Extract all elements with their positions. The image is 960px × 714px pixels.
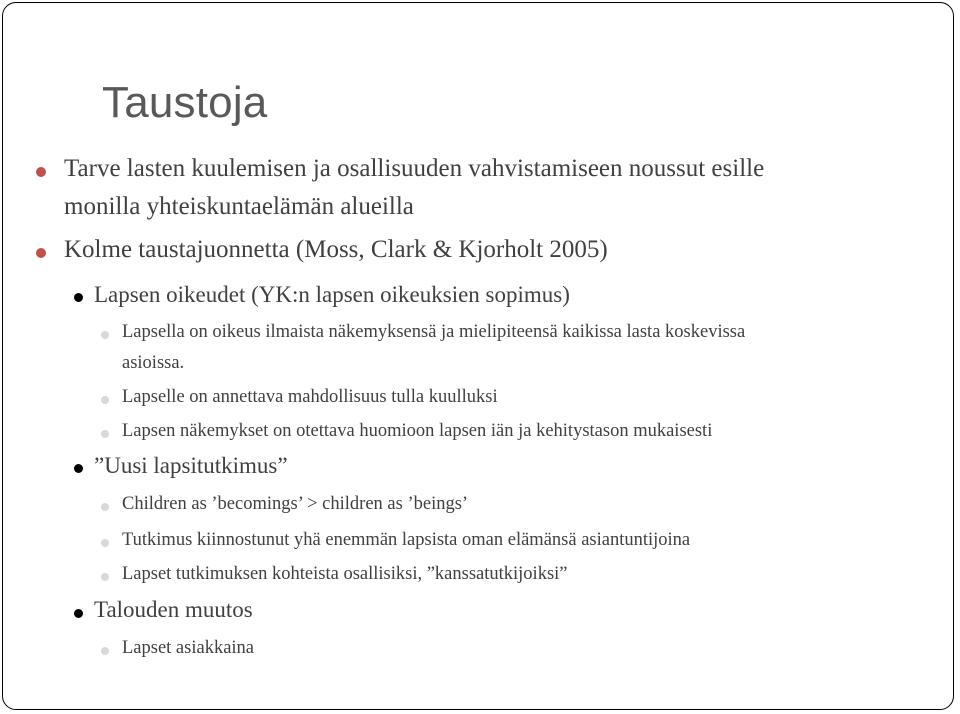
bullet-text: Children as ’becomings’ > children as ’beings’ <box>122 494 469 514</box>
bullet-dot <box>101 396 109 404</box>
bullet-text: Lapsen näkemykset on otettava huomioon lapsen iän ja kehitystason mukaisesti <box>122 421 713 441</box>
bullet-dot <box>74 293 83 302</box>
bullet-dot <box>74 464 83 473</box>
bullet-dot <box>101 503 109 511</box>
bullet-text: Lapset asiakkaina <box>122 638 255 658</box>
bullet-text: Lapselle on annettava mahdollisuus tulla kuulluksi <box>122 387 498 407</box>
bullet-text: Tutkimus kiinnostunut yhä enemmän lapsista oman elämänsä asiantuntijoina <box>122 530 691 550</box>
bullet-dot <box>101 539 109 547</box>
bullet-dot <box>101 647 109 655</box>
bullet-dot <box>36 167 46 177</box>
bullet-text: Tarve lasten kuulemisen ja osallisuuden vahvistamiseen noussut esille <box>64 155 765 182</box>
bullet-dot <box>101 573 109 581</box>
bullet-text-continued: asioissa. <box>122 353 185 373</box>
bullet-dot <box>36 248 46 258</box>
bullet-text-continued: monilla yhteiskuntaelämän alueilla <box>64 193 414 220</box>
bullet-text: Lapsella on oikeus ilmaista näkemyksensä ja mielipiteensä kaikissa lasta koskevissa <box>122 322 746 342</box>
bullet-text: Talouden muutos <box>94 597 253 622</box>
bullet-text: Lapsen oikeudet (YK:n lapsen oikeuksien sopimus) <box>94 282 570 307</box>
slide-title: Taustoja <box>102 78 268 127</box>
bullet-text: Kolme taustajuonnetta (Moss, Clark & Kjorholt 2005) <box>64 236 608 263</box>
bullet-text: ”Uusi lapsitutkimus” <box>94 453 288 478</box>
bullet-text: Lapset tutkimuksen kohteista osallisiksi, ”kanssatutkijoiksi” <box>122 564 568 584</box>
bullet-dot <box>101 430 109 438</box>
bullet-dot <box>101 331 109 339</box>
bullet-dot <box>74 609 83 618</box>
